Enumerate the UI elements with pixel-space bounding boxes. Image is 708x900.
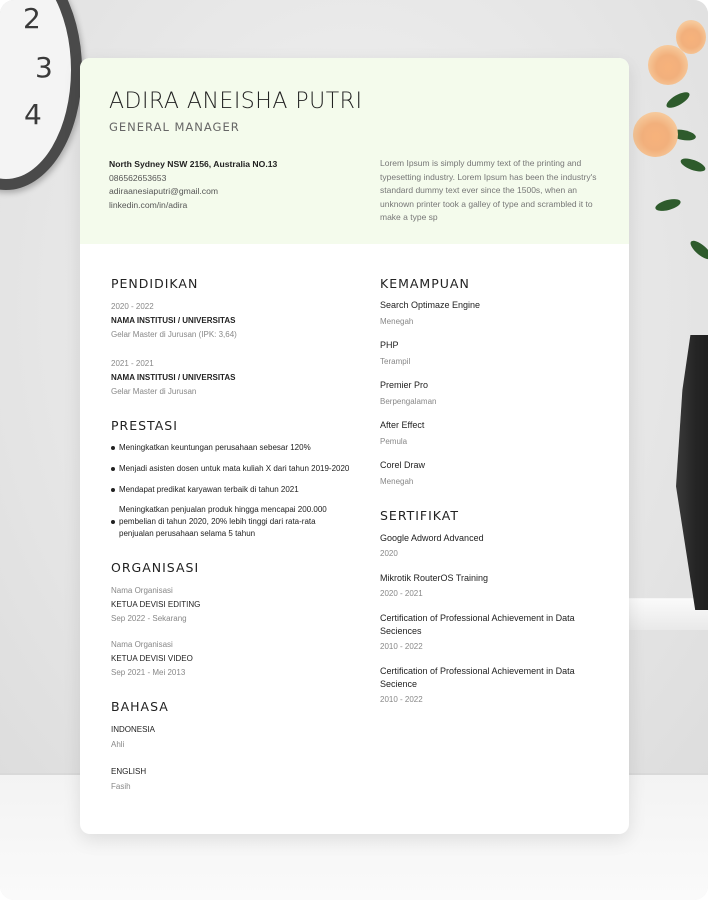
skills-title: KEMAMPUAN — [380, 276, 470, 291]
language-name: ENGLISH — [111, 767, 147, 776]
language-level: Fasih — [111, 782, 131, 791]
clock-number: 4 — [24, 98, 42, 131]
achievement-item: Mendapat predikat karyawan terbaik di tahun 2021 — [111, 484, 371, 496]
achievement-item: Menjadi asisten dosen untuk mata kuliah X dari tahun 2019-2020 — [111, 463, 371, 475]
email: adiraanesiaputri@gmail.com — [109, 186, 219, 196]
language-level: Ahli — [111, 740, 125, 749]
skill-name: Corel Draw — [380, 460, 426, 470]
achievement-item: Meningkatkan penjualan produk hingga mencapai 200.000 pembelian di tahun 2020, 20% lebih tinggi dari rata-rata penjualan perusahaan selama 5 tahun — [111, 504, 351, 540]
education-title: PENDIDIKAN — [111, 276, 199, 291]
achievement-item: Meningkatkan keuntungan perusahaan sebesar 120% — [111, 442, 371, 454]
education-years: 2020 - 2022 — [111, 302, 154, 311]
phone: 086562653653 — [109, 172, 167, 183]
skill-level: Berpengalaman — [380, 397, 437, 406]
certificate-name: Mikrotik RouterOS Training — [380, 573, 489, 583]
education-years: 2021 - 2021 — [111, 359, 154, 368]
rose-flower — [648, 45, 688, 85]
education-institution: NAMA INSTITUSI / UNIVERSITAS — [111, 316, 236, 325]
skill-name: Premier Pro — [380, 380, 429, 390]
education-institution: NAMA INSTITUSI / UNIVERSITAS — [111, 373, 236, 382]
job-title: GENERAL MANAGER — [109, 120, 240, 134]
resume-header — [80, 58, 629, 244]
organization-position: KETUA DEVISI EDITING — [111, 600, 201, 609]
resume-card — [80, 58, 629, 834]
clock-number: 2 — [23, 2, 41, 35]
clock-number: 3 — [35, 51, 53, 84]
organization-period: Sep 2022 - Sekarang — [111, 614, 187, 623]
skill-name: After Effect — [380, 420, 425, 430]
certificates-title: SERTIFIKAT — [380, 508, 460, 523]
certificate-years: 2020 — [380, 549, 398, 558]
rose-flower — [633, 112, 678, 157]
skill-level: Terampil — [380, 357, 411, 366]
certificate-name: Google Adword Advanced — [380, 533, 484, 543]
certificate-name: Certification of Professional Achievement in Data Seciences — [380, 613, 575, 636]
wall-clock — [0, 0, 82, 190]
achievements-title: PRESTASI — [111, 418, 178, 433]
organization-name: Nama Organisasi — [111, 586, 173, 595]
full-name: ADIRA ANEISHA PUTRI — [109, 89, 363, 114]
certificate-years: 2020 - 2021 — [380, 589, 423, 598]
skill-name: Search Optimaze Engine — [380, 300, 481, 310]
contact-info — [109, 158, 277, 212]
certificate-years: 2010 - 2022 — [380, 695, 423, 704]
skill-name: PHP — [380, 340, 399, 350]
address: North Sydney NSW 2156, Australia NO.13 — [109, 159, 278, 169]
language-title: BAHASA — [111, 699, 169, 714]
skill-level: Menegah — [380, 477, 414, 486]
education-detail: Gelar Master di Jurusan — [111, 387, 197, 396]
organization-position: KETUA DEVISI VIDEO — [111, 654, 193, 663]
organization-name: Nama Organisasi — [111, 640, 173, 649]
language-name: INDONESIA — [111, 725, 156, 734]
skill-level: Pemula — [380, 437, 408, 446]
linkedin: linkedin.com/in/adira — [109, 199, 188, 210]
organization-title: ORGANISASI — [111, 560, 200, 575]
about-text: Lorem Ipsum is simply dummy text of the printing and typesetting industry. Lorem Ipsum has been the industry's standard dummy text ever since the 1500s, when an unknown printer took a galley of type and scrambled it to make a type sp — [380, 158, 597, 222]
education-detail: Gelar Master di Jurusan (IPK: 3,64) — [111, 330, 237, 339]
certificate-name: Certification of Professional Achievement in Data Secience — [380, 666, 575, 689]
clock-face — [0, 0, 82, 190]
certificate-years: 2010 - 2022 — [380, 642, 423, 651]
skill-level: Menegah — [380, 317, 414, 326]
organization-period: Sep 2021 - Mei 2013 — [111, 668, 186, 677]
